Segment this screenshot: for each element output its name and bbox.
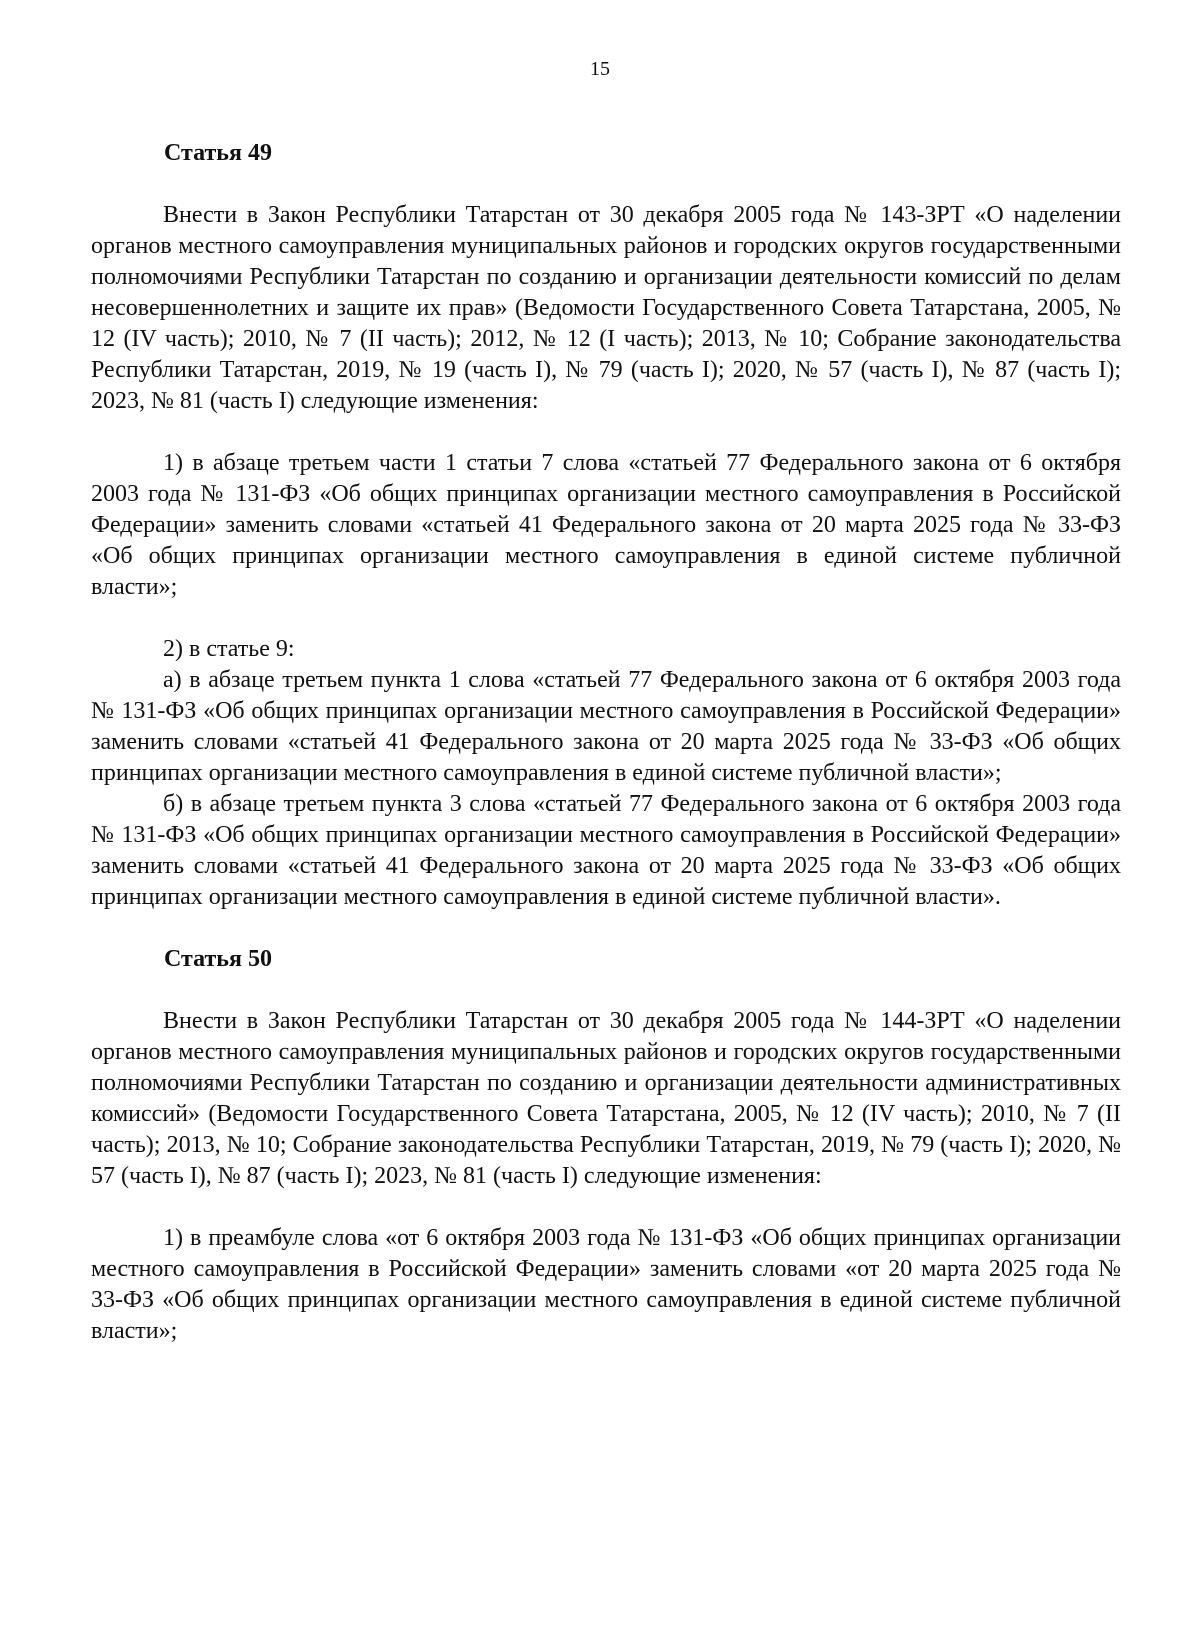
article-49-intro: Внести в Закон Республики Татарстан от 30 декабря 2005 года № 143-ЗРТ «О наделении органов местного самоуправления муниципальных районов и городских округов государственными полномочиями Республики Татарстан по созданию и организации деятельности комиссий по делам несовершеннолетних и защите их прав» (Ведомости Государственного Совета Татарстана, 2005, № 12 (IV часть); 2010, № 7 (II часть); 2012, № 12 (I часть); 2013, № 10; Собрание законодательства Республики Татарстан, 2019, № 19 (часть I), № 79 (часть I); 2020, № 57 (часть I), № 87 (часть I); 2023, № 81 (часть I) следующие изменения: <box>91 202 1121 414</box>
article-50-heading: Статья 50 <box>164 946 272 972</box>
article-50 <box>91 944 1121 1347</box>
article-50-item-1: 1) в преамбуле слова «от 6 октября 2003 года № 131-ФЗ «Об общих принципах организации местного самоуправления в Российской Федерации» заменить словами «от 20 марта 2025 года № 33-ФЗ «Об общих принципах организации местного самоуправления в единой системе публичной власти»; <box>91 1225 1121 1344</box>
spacer <box>91 603 1121 634</box>
article-49-heading: Статья 49 <box>164 140 272 166</box>
article-49-item-2a: а) в абзаце третьем пункта 1 слова «статьей 77 Федерального закона от 6 октября 2003 года № 131-ФЗ «Об общих принципах организации местного самоуправления в Российской Федерации» заменить словами «статьей 41 Федерального закона от 20 марта 2025 года № 33-ФЗ «Об общих принципах организации местного самоуправления в единой системе публичной власти»; <box>91 667 1121 786</box>
page-number: 15 <box>590 58 610 80</box>
spacer <box>91 1192 1121 1223</box>
spacer <box>91 169 1121 200</box>
article-49-item-2b: б) в абзаце третьем пункта 3 слова «статьей 77 Федерального закона от 6 октября 2003 года № 131-ФЗ «Об общих принципах организации местного самоуправления в Российской Федерации» заменить словами «статьей 41 Федерального закона от 20 марта 2025 года № 33-ФЗ «Об общих принципах организации местного самоуправления в единой системе публичной власти». <box>91 791 1121 910</box>
spacer <box>91 975 1121 1006</box>
document-body <box>91 138 1121 1347</box>
spacer <box>91 913 1121 944</box>
article-49-item-1: 1) в абзаце третьем части 1 статьи 7 слова «статьей 77 Федерального закона от 6 октября 2003 года № 131-ФЗ «Об общих принципах организации местного самоуправления в Российской Федерации» заменить словами «статьей 41 Федерального закона от 20 марта 2025 года № 33-ФЗ «Об общих принципах организации местного самоуправления в единой системе публичной власти»; <box>91 450 1121 600</box>
spacer <box>91 417 1121 448</box>
article-49 <box>91 138 1121 913</box>
article-49-item-2: 2) в статье 9: <box>163 636 295 662</box>
article-50-intro: Внести в Закон Республики Татарстан от 30 декабря 2005 года № 144-ЗРТ «О наделении органов местного самоуправления муниципальных районов и городских округов государственными полномочиями Республики Татарстан по созданию и организации деятельности административных комиссий» (Ведомости Государственного Совета Татарстана, 2005, № 12 (IV часть); 2010, № 7 (II часть); 2013, № 10; Собрание законодательства Республики Татарстан, 2019, № 79 (часть I); 2020, № 57 (часть I), № 87 (часть I); 2023, № 81 (часть I) следующие изменения: <box>91 1008 1121 1189</box>
